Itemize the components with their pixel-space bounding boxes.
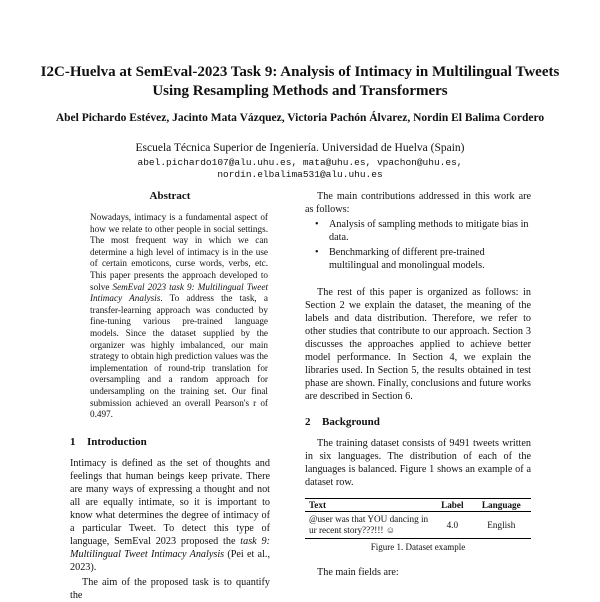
paper-title: I2C-Huelva at SemEval-2023 Task 9: Analysis of Intimacy in Multilingual Tweets Using Resampling Methods and Transformers [40,64,560,99]
table-header-row [305,499,531,512]
contributions-intro: The main contributions addressed in this work are as follows: [305,191,531,215]
background-paragraph-2: The main fields are: [317,567,399,578]
column-header-language: Language [472,499,531,512]
task-name-emphasis: SemEval 2023 task 9: Multilingual Tweet Intimacy Analysis [90,281,268,304]
organization-paragraph: The rest of this paper is organized as follows: in Section 2 we explain the dataset, the meaning of the labels and data distribution. Therefore, we refer to other studies that contribute to our approach. Section 3 discusses the approaches applied to achieve better model performance. In Section 4, we explain the libraries used. In Section 5, the results obtained in test phase are shown. Finally, conclusions and future works are described in Section 6. [305,287,531,402]
right-column [305,190,531,579]
emails-line-1: abel.pichardo107@alu.uhu.es, mata@uhu.es, vpachon@uhu.es, [137,157,463,168]
task-name-emphasis-intro: task 9: Multilingual Tweet Intimacy Analysis [70,535,270,560]
dataset-example-table [305,498,531,539]
list-item: • Benchmarking of different pre-trained multilingual and monolingual models. [305,246,531,272]
cell-language: English [472,512,531,539]
abstract-text: Nowadays, intimacy is a fundamental aspect of how we relate to other people in social settings. The most frequent way in which we can determine a high level of intimacy is in the use of certain emoticons, curse words, verbs, etc. This paper presents the approach developed to solve SemEval 2023 task 9: Multilingual Tweet Intimacy Analysis. To address the task, a transfer-learning approach was conducted by fine-tuning various pre-trained language models. Since the dataset supplied by the organizer was highly imbalanced, our main strategy to obtain high prediction values was the implementation of round-trip translation for oversampling and a random approach for undersampling on the training set. Our final submission achieved an overall Pearson's r of 0.497. [90,212,268,420]
author-list: Abel Pichardo Estévez, Jacinto Mata Vázquez, Victoria Pachón Álvarez, Nordin El Balima Cordero [55,112,545,124]
contributions-list [305,218,531,272]
cell-text: @user was that YOU dancing in ur recent story???!!! ☺ [305,512,433,539]
introduction-paragraph-1: Intimacy is defined as the set of thoughts and feelings that human beings keep private. There are many ways of expressing a thought and not all are equally intimate, so it is important to know what determines the degree of intimacy of a particular Tweet. To detect this type of language, SemEval 2023 proposed the task 9: Multilingual Tweet Intimacy Analysis (Pei et al., 2023). [70,457,270,573]
author-emails [40,157,560,181]
background-heading: 2 Background [305,416,380,428]
affiliation: Escuela Técnica Superior de Ingeniería. Universidad de Huelva (Spain) [135,142,465,154]
figure-caption: Figure 1. Dataset example [370,542,466,552]
list-item: • Analysis of sampling methods to mitigate bias in data. [305,218,531,244]
cell-label: 4.0 [433,512,472,539]
left-column [70,190,270,602]
background-paragraph-1: The training dataset consists of 9491 tweets written in six languages. The distribution of each of the languages is balanced. Figure 1 shows an example of a dataset row. [305,438,531,488]
column-header-text: Text [305,499,433,512]
table-row [305,512,531,539]
introduction-paragraph-2: The aim of the proposed task is to quantify the [70,576,270,601]
abstract-heading: Abstract [149,190,191,202]
column-header-label: Label [433,499,472,512]
introduction-heading: 1 Introduction [70,435,147,448]
emails-line-2: nordin.elbalima531@alu.uhu.es [217,169,383,180]
